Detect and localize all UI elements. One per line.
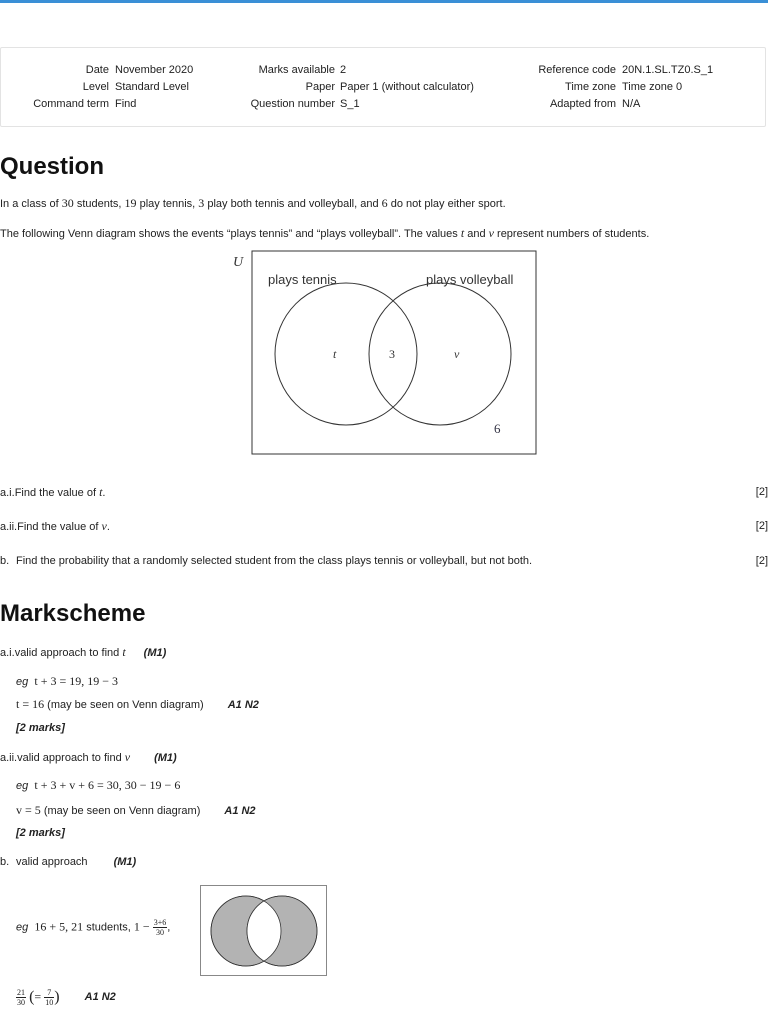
fraction-numerator: 21	[17, 988, 25, 997]
question-metadata-panel	[0, 47, 766, 127]
math-expression: 1 −	[133, 919, 150, 934]
part-number: a.i.	[0, 647, 15, 659]
reference-label: Reference code	[538, 64, 616, 76]
ms-ai-total: [2 marks]	[16, 722, 65, 734]
text: students,	[83, 921, 134, 934]
question-number-label: Question number	[250, 98, 335, 110]
mark-code: A1 N2	[224, 805, 256, 817]
question-part-ai	[0, 485, 105, 500]
variable-v: v	[488, 226, 494, 240]
number: 30	[61, 196, 74, 210]
level-label: Level	[82, 81, 109, 93]
question-part-b	[0, 554, 532, 568]
math-expression: t = 16	[16, 697, 45, 711]
fraction	[153, 918, 171, 937]
universe-label: U	[233, 255, 244, 270]
fraction-denominator: 30	[17, 998, 25, 1007]
question-part-aii	[0, 519, 110, 534]
fraction-denominator: 10	[45, 998, 54, 1007]
ms-aii-example	[16, 778, 180, 793]
mark-code: (M1)	[154, 752, 177, 764]
mark-code: A1 N2	[84, 991, 116, 1004]
adapted-label: Adapted from	[549, 98, 616, 110]
math-expression: t + 3 + v + 6 = 30, 30 − 19 − 6	[34, 778, 181, 792]
adapted-value: N/A	[622, 98, 641, 110]
part-ai-marks: [2]	[755, 486, 768, 498]
text: represent numbers of students.	[493, 228, 650, 240]
text: ,	[167, 921, 171, 934]
ms-ai-example	[16, 674, 118, 689]
date-value: November 2020	[115, 64, 194, 76]
fraction	[16, 988, 26, 1007]
timezone-label: Time zone	[565, 81, 616, 93]
math-expression: t + 3 = 19, 19 − 3	[34, 674, 119, 688]
part-b-marks: [2]	[755, 555, 768, 567]
number: 19	[124, 196, 137, 210]
ms-b-approach	[0, 855, 136, 869]
fraction-numerator: 3+6	[153, 918, 167, 927]
number: 6	[381, 196, 388, 210]
paper-value: Paper 1 (without calculator)	[340, 81, 474, 93]
fraction-denominator: 30	[156, 928, 165, 937]
text: do not play either sport.	[387, 198, 506, 210]
ms-aii-result	[16, 803, 256, 818]
reference-value: 20N.1.SL.TZ0.S_1	[622, 64, 714, 76]
text: .	[106, 521, 110, 533]
variable-v: v	[101, 519, 107, 533]
number: 3	[198, 196, 205, 210]
date-label: Date	[85, 64, 109, 76]
marks-value: 2	[340, 64, 347, 76]
variable-t: t	[122, 645, 126, 659]
mark-code: A1 N2	[227, 699, 259, 711]
eg-label: eg	[16, 780, 29, 792]
ms-ai-approach	[0, 645, 166, 660]
tennis-label: plays tennis	[268, 272, 337, 287]
ms-b-answer	[16, 988, 116, 1007]
top-accent-bar	[0, 0, 768, 3]
text: valid approach to find	[14, 647, 123, 659]
text: (may be seen on Venn diagram)	[44, 699, 204, 711]
neither-value: 6	[494, 421, 501, 436]
question-paragraph-2	[0, 226, 649, 241]
part-number: a.i.	[0, 487, 15, 499]
markscheme-heading: Markscheme	[0, 600, 146, 627]
text: In a class of	[0, 198, 62, 210]
volleyball-only-value: v	[454, 347, 460, 361]
part-number: a.ii.	[0, 752, 18, 764]
variable-v: v	[124, 750, 131, 764]
variable-t: t	[460, 226, 465, 240]
shaded-venn-diagram	[200, 885, 328, 977]
eg-label: eg	[16, 921, 29, 934]
part-number: b.	[0, 856, 10, 868]
question-paragraph-1	[0, 196, 506, 211]
question-heading: Question	[0, 153, 105, 180]
part-aii-marks: [2]	[755, 520, 768, 532]
both-value: 3	[389, 347, 395, 361]
question-number-value: S_1	[340, 98, 360, 110]
close-paren: )	[54, 988, 60, 1006]
math-expression: 16 + 5, 21	[34, 919, 84, 934]
mark-code: (M1)	[113, 856, 137, 868]
math-expression: v = 5	[16, 803, 41, 817]
text: valid approach to find	[17, 752, 125, 764]
part-text: Find the value of	[17, 521, 102, 533]
timezone-value: Time zone 0	[622, 81, 683, 93]
part-text: Find the value of	[14, 487, 100, 499]
mark-code: (M1)	[143, 647, 167, 659]
open-paren: (	[29, 988, 35, 1006]
text: students,	[73, 198, 125, 210]
tennis-only-value: t	[333, 347, 337, 361]
equals-sign: =	[34, 989, 42, 1004]
text: valid approach	[16, 856, 88, 868]
command-term-value: Find	[115, 98, 137, 110]
venn-diagram	[228, 250, 542, 460]
eg-label: eg	[16, 676, 29, 688]
text: The following Venn diagram shows the events “plays tennis” and “plays volleyball”. The values	[0, 228, 461, 240]
volleyball-label: plays volleyball	[426, 272, 514, 287]
ms-aii-total: [2 marks]	[16, 827, 65, 839]
text: (may be seen on Venn diagram)	[40, 805, 201, 817]
ms-aii-approach	[0, 750, 177, 765]
part-number: b.	[0, 555, 10, 567]
marks-label: Marks available	[258, 64, 335, 76]
text: play tennis,	[136, 198, 199, 210]
part-number: a.ii.	[0, 521, 18, 533]
command-term-label: Command term	[33, 98, 109, 110]
text: and	[464, 228, 489, 240]
level-value: Standard Level	[115, 81, 189, 93]
text: play both tennis and volleyball, and	[204, 198, 382, 210]
part-text: Find the probability that a randomly selected student from the class plays tennis or volleyball, but not both.	[16, 555, 533, 567]
variable-t: t	[99, 485, 103, 499]
ms-b-example	[16, 918, 170, 937]
ms-ai-result	[16, 697, 259, 712]
fraction-numerator: 7	[44, 988, 54, 998]
text: .	[102, 487, 106, 499]
tennis-circle	[275, 283, 417, 425]
paper-label: Paper	[305, 81, 335, 93]
fraction	[44, 988, 54, 1007]
